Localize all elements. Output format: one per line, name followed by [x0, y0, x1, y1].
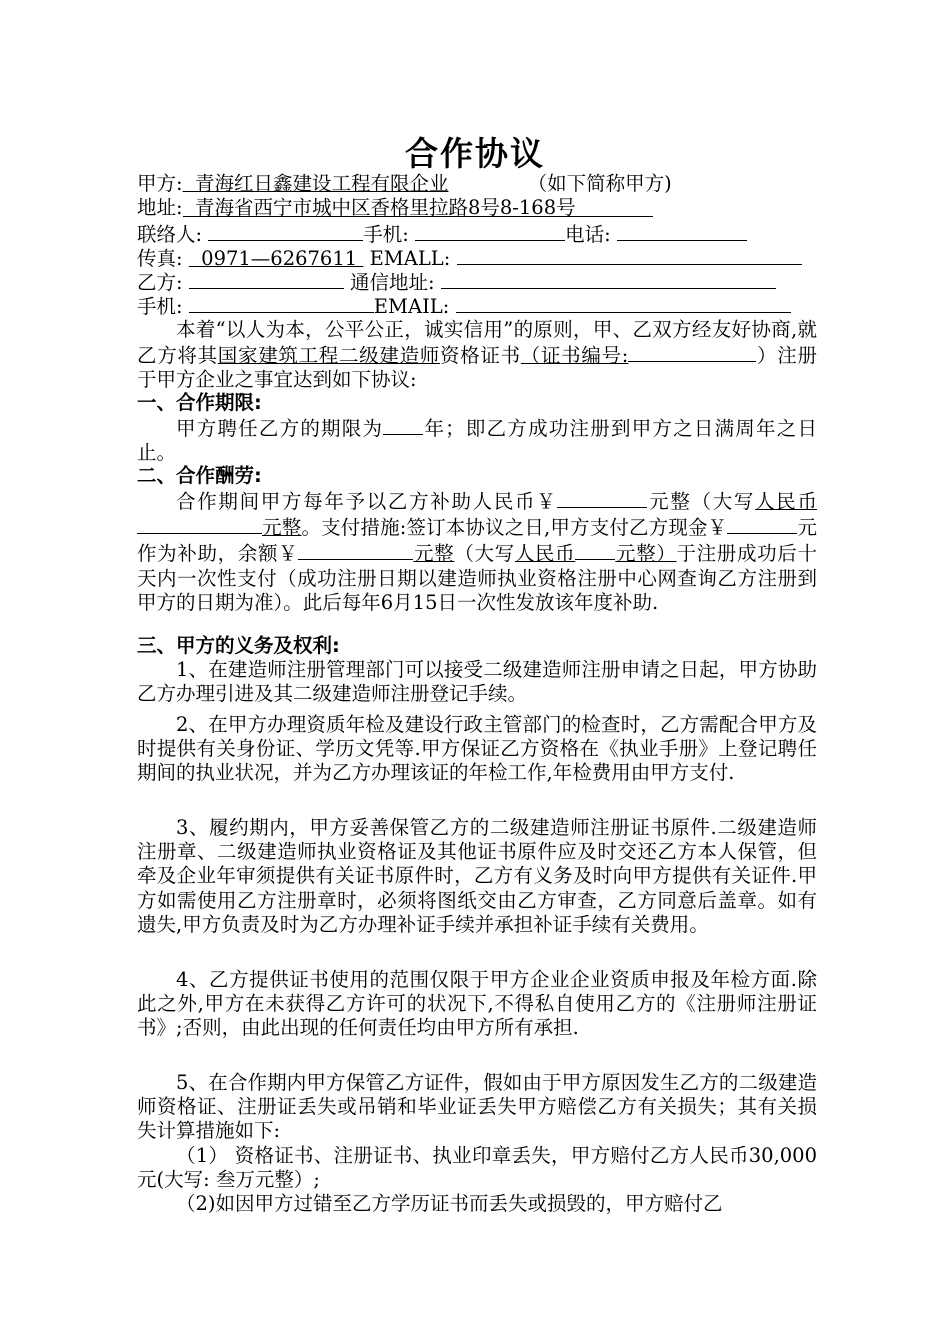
address-label: 地址:	[137, 196, 183, 220]
balance-amount-blank[interactable]	[298, 540, 413, 560]
s2-d: 元整	[262, 516, 302, 540]
contact-line	[137, 221, 817, 245]
email-label: EMAIL:	[373, 295, 450, 318]
cert-no-blank[interactable]	[628, 342, 756, 362]
mobile2-label: 手机:	[137, 295, 183, 318]
address-value: 青海省西宁市城中区香格里拉路8号8-168号	[183, 196, 653, 217]
mail-address-blank[interactable]	[441, 269, 776, 289]
s2-b: 元整（大写	[647, 489, 756, 513]
section-3-item-5-2: （2)如因甲方过错至乙方学历证书而丢失或损毁的，甲方赔付乙	[176, 1192, 723, 1216]
party-b-label: 乙方:	[137, 271, 183, 294]
contact-label: 联络人:	[137, 222, 203, 245]
s2-i: 人民币	[514, 542, 576, 566]
section-3-item-5-1: （1） 资格证书、注册证书、执业印章丢失，甲方赔付乙方人民币30,000元(大写: 叁万元整）;	[137, 1143, 817, 1191]
section-3-item-5: 5、在合作期内甲方保管乙方证件，假如由于甲方原因发生乙方的二级建造师资格证、注册证丢失或吊销和毕业证丢失甲方赔偿乙方有关损失；其有关损失计算措施如下:	[137, 1070, 817, 1143]
s2-a: 合作期间甲方每年予以乙方补助人民币￥	[176, 489, 558, 513]
phone-blank[interactable]	[617, 221, 747, 241]
annual-amount-words-blank[interactable]	[137, 514, 262, 534]
annual-amount-blank[interactable]	[557, 488, 647, 508]
mail-address-label: 通信地址:	[349, 271, 435, 294]
section-3-item-3: 3、履约期内，甲方妥善保管乙方的二级建造师注册证书原件.二级建造师注册章、二级建造师执业资格证及其他证书原件应及时交还乙方本人保管，但牵及企业年审须提供有关证书原件时，乙方有义务及时向甲方提供有关证件.甲方如需使用乙方注册章时，必须将图纸交由乙方审查，乙方同意后盖章。如有遗失,甲方负责及时为乙方办理补证手续并承担补证手续有关费用。	[137, 815, 817, 936]
intro-cert-name: 国家建筑工程二级建造师	[217, 344, 440, 368]
contact-blank[interactable]	[208, 221, 363, 241]
address-line	[137, 196, 817, 220]
section-3-item-1: 1、在建造师注册管理部门可以接受二级建造师注册申请之日起，甲方协助乙方办理引进及其二级建造师注册登记手续。	[137, 657, 817, 706]
section-1-text	[137, 415, 817, 464]
s1-text-b: 年；即乙方成功注册到甲方之日满周年之日止。	[137, 416, 817, 464]
term-years-blank[interactable]	[383, 415, 423, 435]
email-upper-blank[interactable]	[457, 245, 802, 265]
party-a-name: 青海红日鑫建设工程有限企业	[182, 172, 449, 195]
s2-f: 元作为补助，余额￥	[137, 516, 817, 566]
party-a-label: 甲方:	[137, 172, 183, 195]
s1-text-a: 甲方聘任乙方的期限为	[176, 416, 384, 440]
fax-value: 0971—6267611	[188, 246, 364, 270]
section-3-heading: 三、甲方的义务及权利:	[137, 633, 340, 657]
email-blank[interactable]	[456, 293, 791, 313]
email-upper-label: EMALL:	[369, 246, 451, 270]
s2-h: （大写	[454, 542, 515, 566]
document-body	[137, 172, 817, 1217]
fax-line	[137, 245, 817, 269]
mobile2-line	[137, 293, 817, 317]
mobile-blank[interactable]	[415, 221, 565, 241]
s2-e: 。支付措施:签订本协议之日,甲方支付乙方现金￥	[301, 516, 728, 540]
party-b-blank[interactable]	[189, 269, 344, 289]
party-b-line	[137, 269, 817, 293]
page-title: 合作协议	[405, 134, 545, 173]
s2-k: 于注册成功后十天内一次性支付（成功注册日期以建造师执业资格注册中心网查询乙方注册到甲方的日期为准）。此后每年6月15日一次性发放该年度补助.	[137, 542, 817, 615]
section-3-item-2: 2、在甲方办理资质年检及建设行政主管部门的检查时，乙方需配合甲方及时提供有关身份证、学历文凭等.甲方保证乙方资格在《执业手册》上登记聘任期间的执业状况，并为乙方办理该证的年检工作,年检费用由甲方支付.	[137, 712, 817, 785]
s2-c: 人民币	[755, 489, 817, 513]
section-2-heading: 二、合作酬劳:	[137, 463, 262, 487]
intro-cert-no-label: （证书编号:	[520, 344, 629, 368]
party-a-note: （如下简称甲方)	[527, 172, 672, 195]
balance-words-blank[interactable]	[575, 540, 615, 560]
fax-label: 传真:	[137, 246, 183, 270]
s2-g: 元整	[413, 542, 455, 566]
s2-j: 元整）	[615, 542, 677, 566]
section-3-item-4: 4、乙方提供证书使用的范围仅限于甲方企业企业资质申报及年检方面.除此之外,甲方在未获得乙方许可的状况下,不得私自使用乙方的《注册师注册证书》;否则，由此出现的任何责任均由甲方所有承担.	[137, 967, 817, 1040]
mobile2-blank[interactable]	[189, 293, 374, 313]
intro-paragraph	[137, 318, 817, 391]
section-1-heading: 一、合作期限:	[137, 390, 262, 414]
mobile-label: 手机:	[363, 222, 409, 245]
phone-label: 电话:	[565, 222, 611, 245]
section-2-text	[137, 488, 817, 634]
intro-text-c: ）注册于甲方企业之事宜达到如下协议:	[137, 344, 817, 391]
intro-text-a: 本着“以人为本，公平公正，诚实信用”的原则，甲、乙双方经友好协商,就乙方将其	[137, 317, 817, 368]
intro-text-b: 资格证书	[439, 344, 521, 368]
party-a-line	[137, 172, 817, 196]
cash-amount-blank[interactable]	[727, 514, 797, 534]
